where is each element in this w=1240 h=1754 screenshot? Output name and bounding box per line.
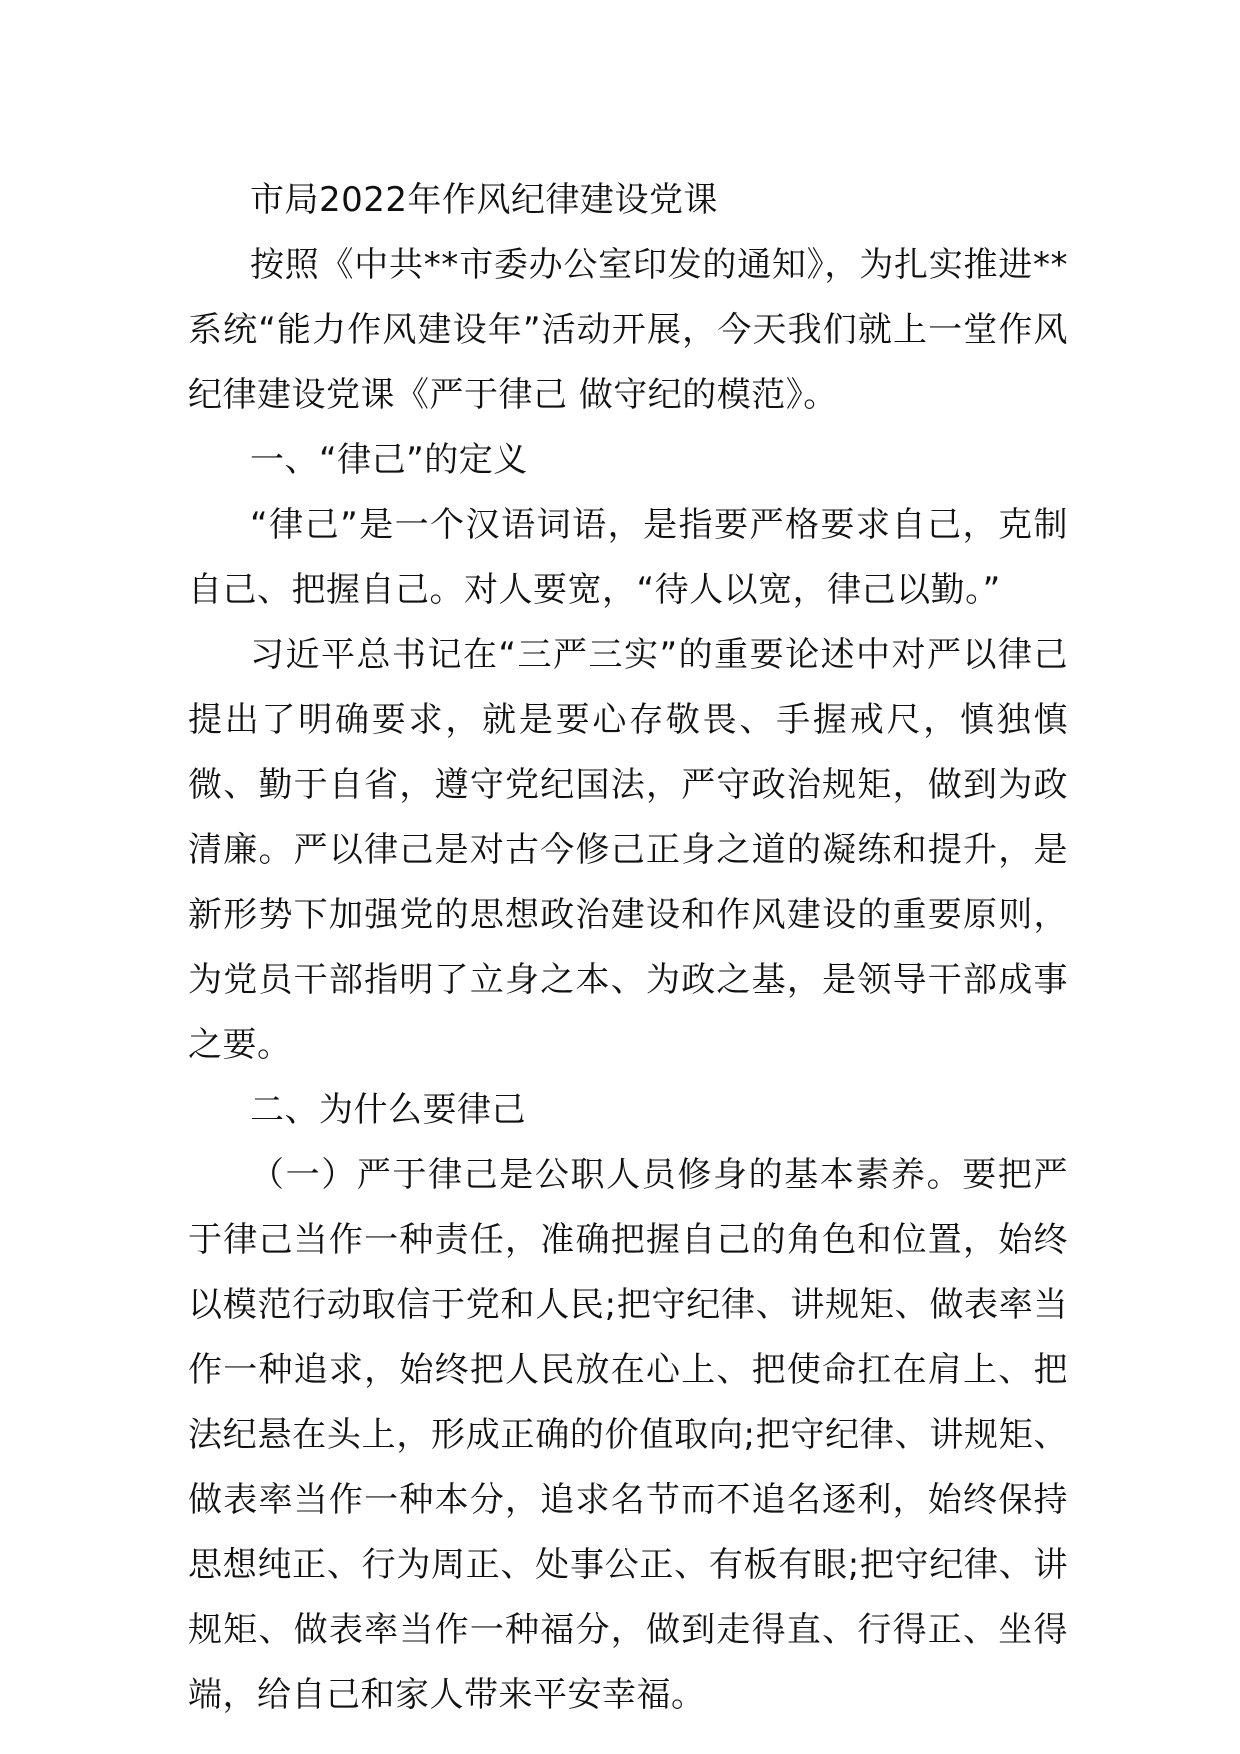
document-body [188,168,1068,1728]
section-heading-why: 二、为什么要律己 [250,1090,526,1130]
paragraph-xi-remarks: 习近平总书记在“三严三实”的重要论述中对严以律己提出了明确要求，就是要心存敬畏、手握戒尺，慎独慎微、勤于自省，遵守党纪国法，严守政治规矩，做到为政清廉。严以律己是对古今修己正身之道的凝练和提升，是新形势下加强党的思想政治建设和作风建设的重要原则，为党员干部指明了立身之本、为政之基，是领导干部成事之要。 [188,635,1068,1065]
paragraph-point-one: （一）严于律己是公职人员修身的基本素养。要把严于律己当作一种责任，准确把握自己的角色和位置，始终以模范行动取信于党和人民;把守纪律、讲规矩、做表率当作一种追求，始终把人民放在心上、把使命扛在肩上、把法纪悬在头上，形成正确的价值取向;把守纪律、讲规矩、做表率当作一种本分，追求名节而不追名逐利，始终保持思想纯正、行为周正、处事公正、有板有眼;把守纪律、讲规矩、做表率当作一种福分，做到走得直、行得正、坐得端，给自己和家人带来平安幸福。 [188,1155,1068,1715]
paragraph-definition: “律己”是一个汉语词语，是指要严格要求自己，克制自己、把握自己。对人要宽，“待人以宽，律己以勤。” [188,505,1068,610]
paragraph-intro: 按照《中共**市委办公室印发的通知》，为扎实推进**系统“能力作风建设年”活动开展，今天我们就上一堂作风纪律建设党课《严于律己 做守纪的模范》。 [188,245,1068,415]
section-heading-definition: 一、“律己”的定义 [250,440,528,480]
document-title: 市局2022年作风纪律建设党课 [250,180,719,220]
